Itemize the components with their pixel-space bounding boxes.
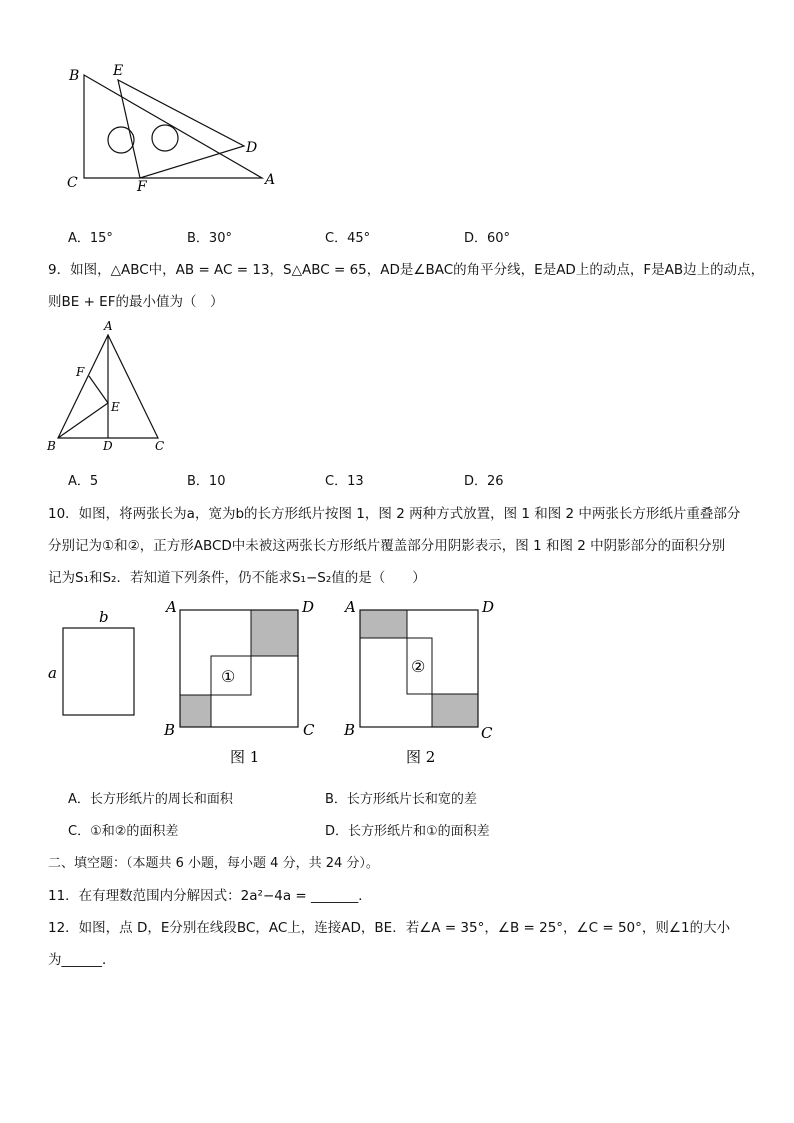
fig1-label-c: C bbox=[303, 721, 315, 739]
figure-1 bbox=[163, 598, 315, 766]
q9-line-1: 9．如图，△ABC中，AB = AC = 13，S△ABC = 65，AD是∠BAC的角平分线，E是AD上的动点，F是AB边上的动点， bbox=[48, 262, 765, 278]
q10-option-b: B．长方形纸片长和宽的差 bbox=[325, 792, 477, 807]
paper-rectangle bbox=[63, 628, 134, 715]
fig2-label-a: A bbox=[345, 598, 356, 616]
section-2-title: 二、填空题：（本题共 6 小题，每小题 4 分，共 24 分）。 bbox=[48, 856, 379, 871]
q9-label-a: A bbox=[104, 319, 113, 333]
q8-option-b: B．30° bbox=[187, 231, 232, 246]
fig2-label-b: B bbox=[344, 721, 356, 739]
triangle-efd bbox=[118, 80, 244, 178]
fig1-label-a: A bbox=[166, 598, 177, 616]
q9-option-c: C．13 bbox=[325, 474, 364, 489]
q10-option-d: D．长方形纸片和①的面积差 bbox=[325, 824, 490, 839]
circle-right bbox=[152, 125, 178, 151]
rect-label-b: b bbox=[99, 608, 109, 626]
q8-option-a: A．15° bbox=[68, 231, 113, 246]
label-b: B bbox=[69, 68, 80, 84]
q9-option-d: D．26 bbox=[464, 474, 504, 489]
fig1-shade-top-right bbox=[251, 610, 298, 656]
q11-text: 11．在有理数范围内分解因式：2a²−4a = _______． bbox=[48, 888, 372, 904]
figure-2 bbox=[343, 598, 494, 766]
fig1-mark: ① bbox=[221, 667, 236, 686]
q12-line-1: 12．如图，点 D，E分别在线段BC，AC上，连接AD，BE．若∠A = 35°，∠B = 25°，∠C = 50°，则∠1的大小 bbox=[48, 920, 731, 936]
q10-line-1: 10．如图，将两张长为a，宽为b的长方形纸片按图 1，图 2 两种方式放置，图 1 和图 2 中两张长方形纸片重叠部分 bbox=[48, 506, 741, 522]
q8-option-d: D．60° bbox=[464, 231, 511, 246]
fig2-shade-top-left bbox=[360, 610, 407, 638]
fig2-label-c: C bbox=[481, 724, 493, 742]
segment-be bbox=[58, 403, 108, 438]
fig1-shade-bottom-left bbox=[180, 695, 211, 727]
fig2-paper-1 bbox=[360, 638, 432, 727]
q10-option-a: A．长方形纸片的周长和面积 bbox=[68, 792, 233, 807]
label-f: F bbox=[137, 179, 147, 195]
rect-label-a: a bbox=[48, 664, 57, 682]
label-d: D bbox=[246, 140, 258, 156]
fig1-label-b: B bbox=[164, 721, 176, 739]
label-a: A bbox=[265, 172, 276, 188]
q10-line-2: 分别记为①和②，正方形ABCD中未被这两张长方形纸片覆盖部分用阴影表示，图 1 和图 2 中阴影部分的面积分别 bbox=[48, 538, 726, 554]
triangle-abc bbox=[84, 75, 262, 178]
fig1-label-d: D bbox=[302, 598, 315, 616]
q10-figures bbox=[40, 592, 510, 777]
fig1-caption: 图 1 bbox=[230, 748, 260, 766]
q9-label-f: F bbox=[76, 365, 85, 379]
q8-figure bbox=[60, 60, 290, 195]
q9-option-a: A．5 bbox=[68, 474, 99, 489]
q9-figure bbox=[44, 318, 174, 456]
q9-label-e: E bbox=[111, 400, 120, 414]
q12-line-2: 为______． bbox=[48, 952, 116, 968]
fig1-paper-1 bbox=[180, 610, 251, 695]
fig2-label-d: D bbox=[482, 598, 495, 616]
q10-line-3: 记为S₁和S₂．若知道下列条件，仍不能求S₁−S₂值的是（ ） bbox=[48, 570, 426, 586]
q8-option-c: C．45° bbox=[325, 231, 371, 246]
fig2-mark: ② bbox=[411, 657, 426, 676]
q9-option-b: B．10 bbox=[187, 474, 226, 489]
label-e: E bbox=[113, 63, 124, 79]
q9-label-b: B bbox=[47, 439, 56, 453]
q9-line-2: 则BE + EF的最小值为（ ） bbox=[48, 294, 224, 310]
fig2-shade-bottom-right bbox=[432, 694, 478, 727]
segment-ef bbox=[89, 376, 108, 403]
label-c: C bbox=[67, 175, 78, 191]
fig2-paper-2 bbox=[407, 610, 478, 694]
q10-option-c: C．①和②的面积差 bbox=[68, 824, 179, 839]
q9-label-d: D bbox=[103, 439, 113, 453]
q9-label-c: C bbox=[155, 439, 165, 453]
circle-left bbox=[108, 127, 134, 153]
fig2-caption: 图 2 bbox=[406, 748, 436, 766]
